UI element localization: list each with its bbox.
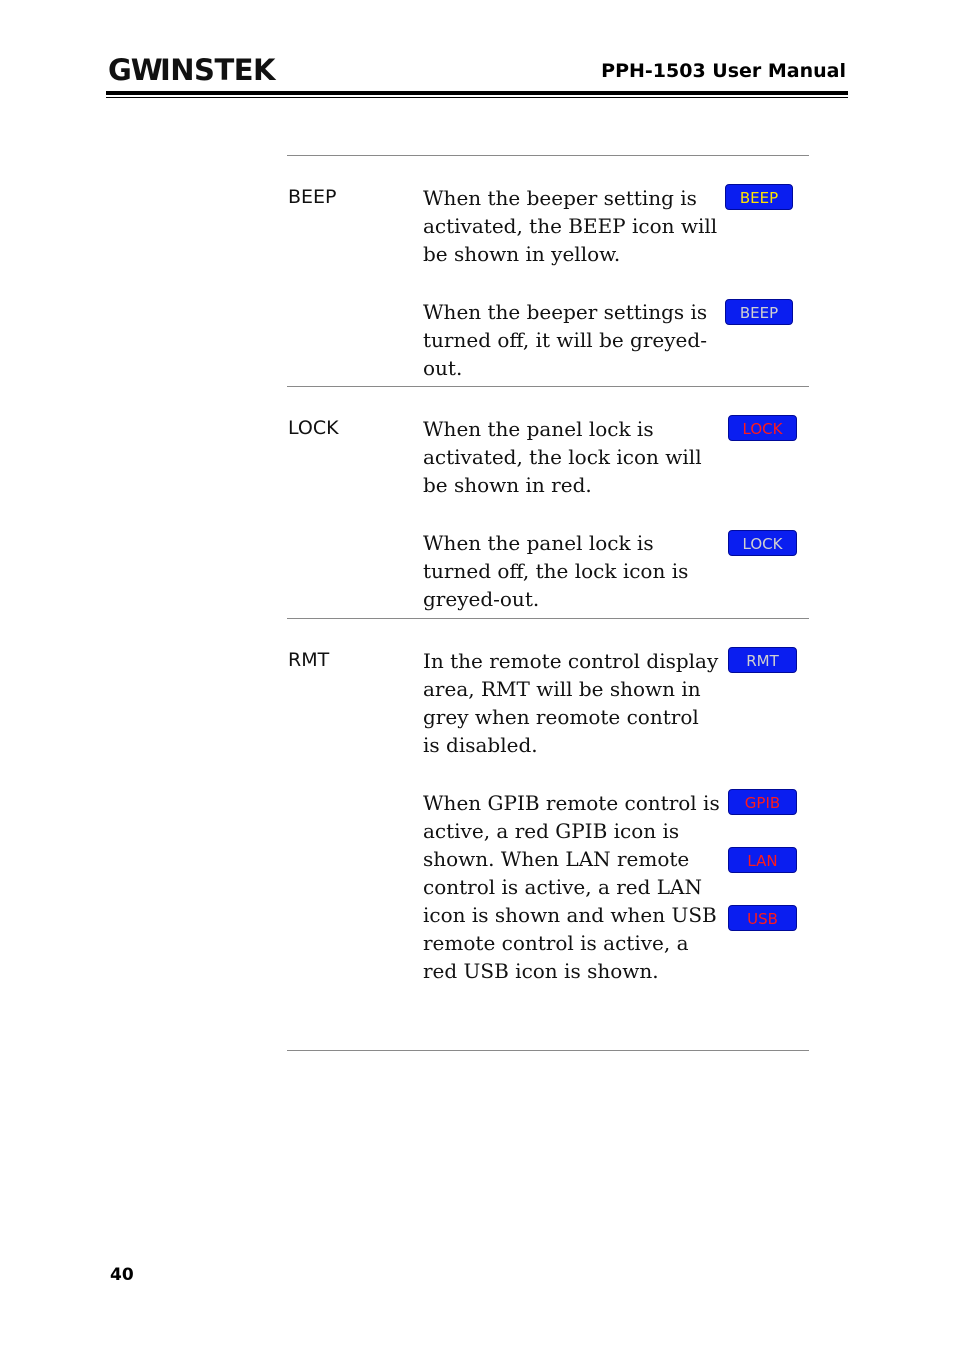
- beep-on-description: When the beeper setting is activated, the BEEP icon will be shown in yellow.: [423, 186, 718, 266]
- lock-on-badge: [728, 415, 797, 441]
- badge-label: BEEP: [739, 304, 779, 322]
- term-rmt: RMT: [288, 649, 330, 671]
- lock-off-badge: [728, 530, 797, 556]
- usb-badge: [728, 905, 797, 931]
- table-rule-1: [287, 386, 809, 387]
- term-lock: LOCK: [288, 417, 339, 439]
- page-number: 40: [110, 1265, 134, 1285]
- table-rule-bottom: [287, 1050, 809, 1051]
- badge-label: LOCK: [742, 420, 783, 438]
- svg-text:GW: GW: [108, 55, 162, 85]
- gw-instek-logo-icon: [108, 55, 278, 85]
- badge-label: LAN: [747, 852, 778, 870]
- beep-on-badge: [725, 184, 793, 210]
- table-rule-2: [287, 618, 809, 619]
- lock-on-description: When the panel lock is activated, the lock icon will be shown in red.: [423, 417, 702, 497]
- badge-label: GPIB: [744, 794, 781, 812]
- rmt-badge: [728, 647, 797, 673]
- document-title: PPH-1503 User Manual: [601, 60, 846, 82]
- rmt-disabled-description: In the remote control display area, RMT will be shown in grey when reomote control is disabled.: [423, 649, 719, 757]
- remote-active-description: When GPIB remote control is active, a red GPIB icon is shown. When LAN remote control is active, a red LAN icon is shown and when USB remote control is active, a red USB icon is shown.: [423, 791, 720, 983]
- lan-badge: [728, 847, 797, 873]
- table-rule-top: [287, 155, 809, 156]
- lock-off-description: When the panel lock is turned off, the lock icon is greyed-out.: [423, 531, 689, 611]
- badge-label: USB: [747, 910, 778, 928]
- brand-logo: [108, 55, 278, 85]
- beep-off-badge: [725, 299, 793, 325]
- header-rule-thin: [106, 97, 848, 98]
- gpib-badge: [728, 789, 797, 815]
- term-beep: BEEP: [288, 186, 337, 208]
- badge-label: BEEP: [739, 189, 779, 207]
- header-rule-thick: [106, 91, 848, 95]
- svg-text:INSTEK: INSTEK: [160, 55, 276, 85]
- badge-label: LOCK: [742, 535, 783, 553]
- badge-label: RMT: [746, 652, 779, 670]
- beep-off-description: When the beeper settings is turned off, it will be greyed- out.: [423, 300, 708, 380]
